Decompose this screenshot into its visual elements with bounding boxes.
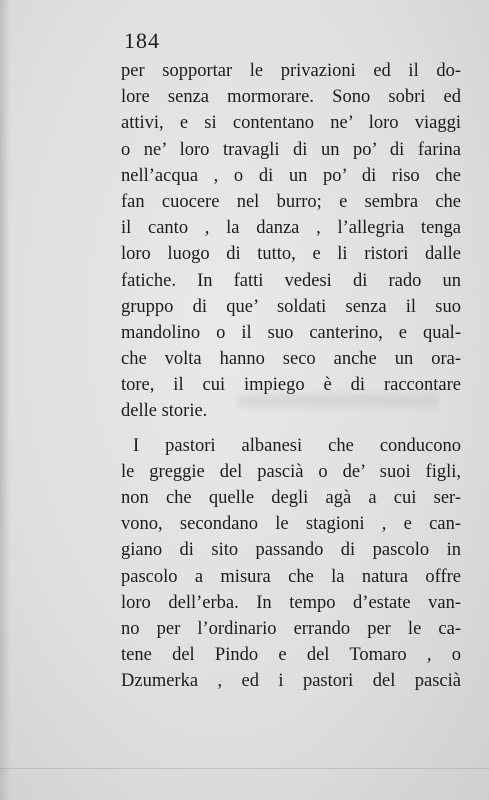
bleed-through-smudge	[238, 394, 438, 408]
text-line: fatiche. In fatti vedesi di rado un	[121, 270, 461, 291]
paragraph-2	[121, 433, 461, 695]
text-line: I pastori albanesi che conducono	[133, 435, 461, 456]
text-line: attivi, e si contentano ne’ loro viaggi	[121, 113, 461, 134]
paragraph-gap	[121, 425, 461, 433]
page-number: 184	[124, 28, 160, 53]
text-line: giano di sito passando di pascolo in	[121, 540, 461, 561]
body-text	[121, 58, 461, 695]
text-line: loro luogo di tutto, e li ristori dalle	[121, 244, 461, 265]
page-edge-shadow	[0, 0, 10, 800]
text-line: che volta hanno seco anche un ora-	[121, 349, 461, 370]
text-line: tene del Pindo e del Tomaro , o	[121, 645, 461, 666]
text-line: fan cuocere nel burro; e sembra che	[121, 191, 461, 212]
text-line: o ne’ loro travagli di un po’ di farina	[121, 139, 461, 160]
text-line: lore senza mormorare. Sono sobri ed	[121, 87, 461, 108]
text-line: vono, secondano le stagioni , e can-	[121, 514, 461, 535]
text-line: delle storie.	[121, 401, 208, 422]
page-crease	[0, 768, 489, 769]
text-line: gruppo di que’ soldati senza il suo	[121, 296, 461, 317]
text-line: pascolo a misura che la natura offre	[121, 566, 461, 587]
text-line: nell’acqua , o di un po’ di riso che	[121, 165, 461, 186]
text-line: non che quelle degli agà a cui ser-	[121, 488, 461, 508]
text-line: le greggie del pascià o de’ suoi figli,	[121, 461, 461, 482]
text-line: tore, il cui impiego è di raccontare	[121, 375, 461, 396]
text-line: per sopportar le privazioni ed il do-	[121, 61, 461, 81]
text-line: Dzumerka , ed i pastori del pascià	[121, 671, 461, 692]
text-line: il canto , la danza , l’allegria tenga	[121, 218, 461, 239]
text-line: loro dell’erba. In tempo d’estate van-	[121, 592, 461, 613]
text-line: no per l’ordinario errando per le ca-	[121, 618, 461, 639]
text-line: mandolino o il suo canterino, e qual-	[121, 322, 461, 343]
paragraph-1	[121, 58, 461, 425]
